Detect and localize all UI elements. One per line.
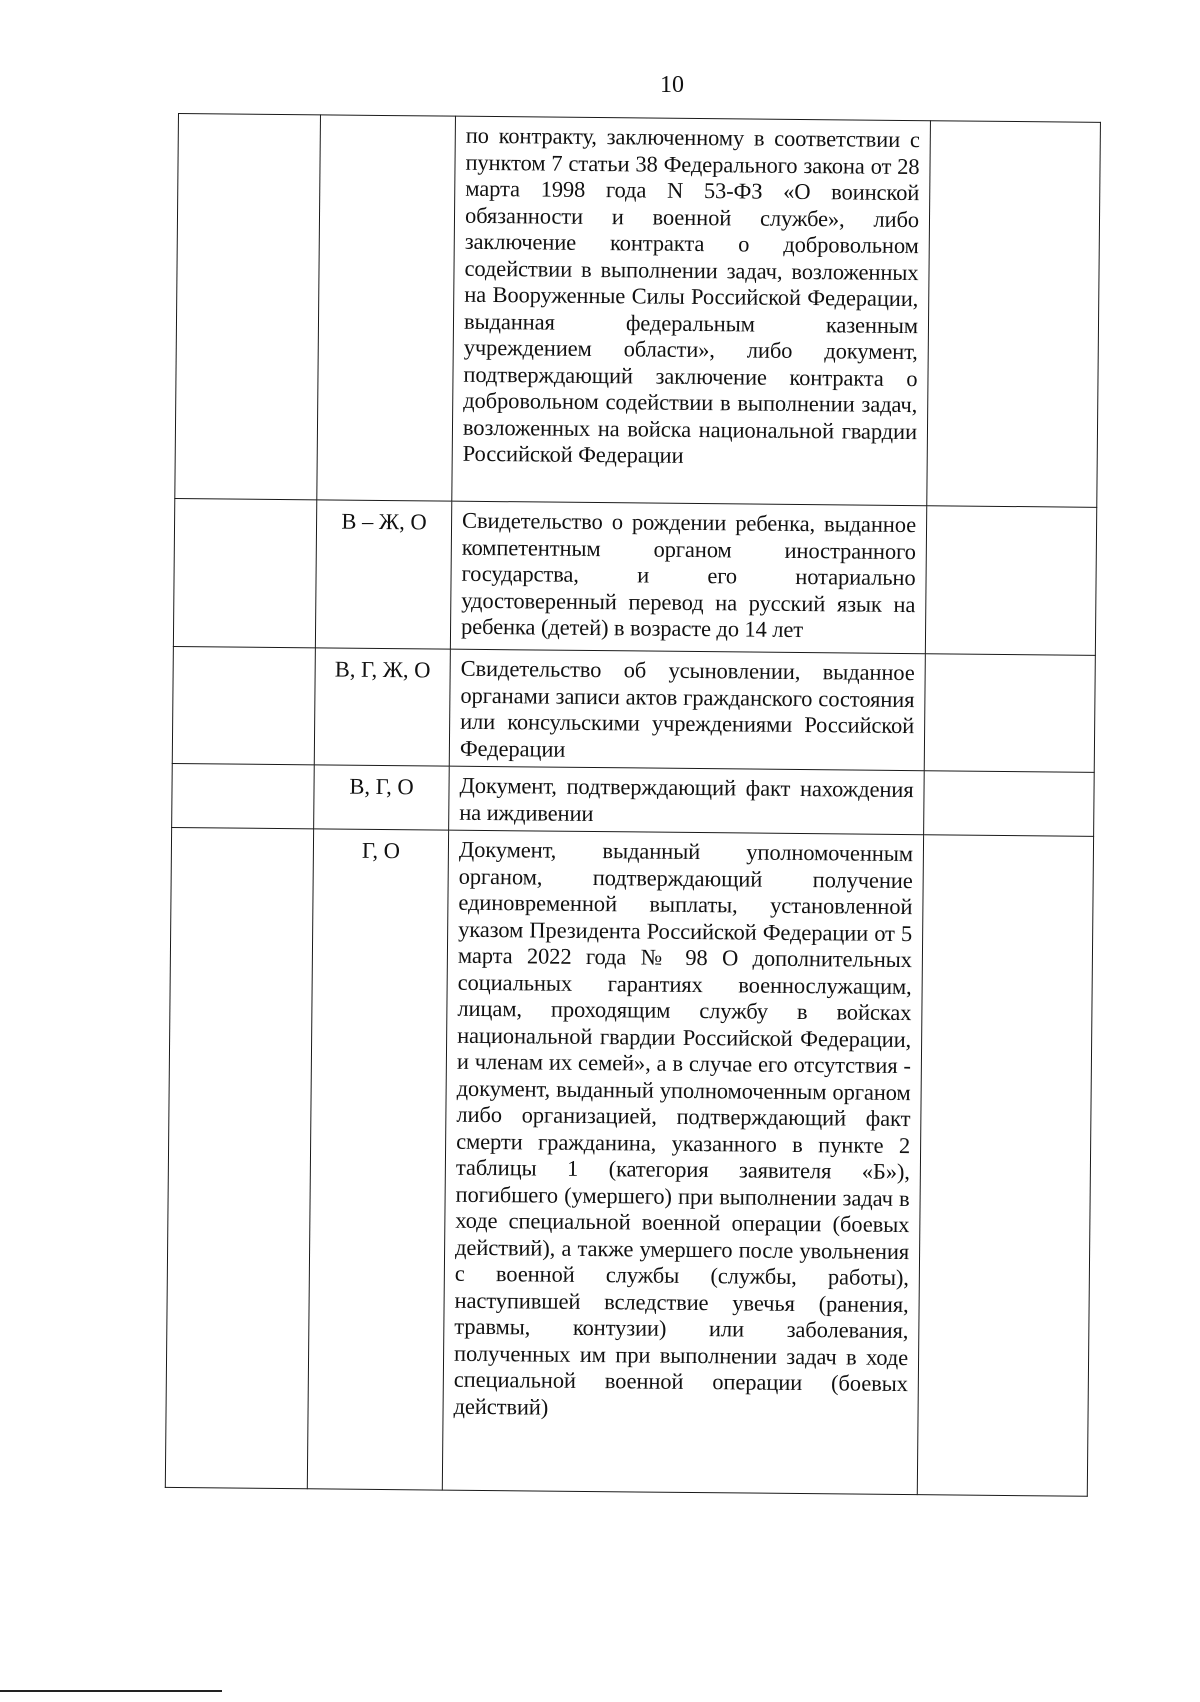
table-cell-empty: [924, 771, 1095, 837]
document-description-cell: по контракту, заключенному в соответствии с пунктом 7 статьи 38 Федерального закона от 28 марта 1998 года N 53-ФЗ «О воинской обязанности и военной службе», либо заключение контракта о добровольном содействии в выполнении задач, возложенных на Вооруженные Силы Российской Федерации, выданная федеральным казенным учреждением области», либо документ, подтверждающий заключение контракта о добровольном содействии в выполнении задач, возложенных на войска национальной гвардии Российской Федерации: [452, 116, 931, 506]
table-cell-empty: [925, 506, 1096, 656]
table-cell-empty: [165, 827, 313, 1488]
applicant-category-cell: [317, 115, 456, 501]
table-row: [172, 646, 1095, 772]
table-row: [165, 827, 1093, 1496]
document-description-cell: Свидетельство об усыновлении, выданное органами записи актов гражданского состояния или консульскими учреждениями Российской Федерации: [449, 649, 925, 771]
documents-table: [165, 113, 1101, 1497]
applicant-category-cell: В, Г, Ж, О: [314, 648, 450, 766]
applicant-category-cell: В, Г, О: [314, 765, 450, 830]
table-cell-empty: [172, 763, 315, 828]
table-row: [175, 114, 1101, 508]
table-cell-empty: [924, 654, 1095, 773]
applicant-category-cell: В – Ж, О: [315, 500, 451, 649]
table-row: [173, 498, 1096, 655]
page-number: 10: [660, 72, 684, 98]
table-cell-empty: [927, 121, 1101, 508]
table-row: [172, 763, 1095, 836]
scan-edge-line: [0, 1690, 222, 1692]
table-cell-empty: [917, 835, 1093, 1497]
applicant-category-cell: Г, О: [307, 829, 448, 1490]
table-cell-empty: [172, 646, 315, 764]
document-description-cell: Свидетельство о рождении ребенка, выданное компетентным органом иностранного государства, и его нотариально удостоверенный перевод на русский язык на ребенка (детей) в возрасте до 14 лет: [450, 501, 926, 654]
documents-table-container: [165, 113, 1100, 1497]
table-cell-empty: [175, 114, 321, 500]
table-cell-empty: [173, 498, 316, 647]
document-description-cell: Документ, выданный уполномоченным органом, подтверждающий получение единовременной выплаты, установленной указом Президента Российской Федерации от 5 марта 2022 года № 98 О дополнительных социальных гарантиях военнослужащим, лицам, проходящим службу в войсках национальной гвардии Российской Федерации, и членам их семей», а в случае его отсутствия - документ, выданный уполномоченным органом либо организацией, подтверждающий факт смерти гражданина, указанного в пункте 2 таблицы 1 (категория заявителя «Б»), погибшего (умершего) при выполнении задач в ходе специальной военной операции (боевых действий), а также умершего после увольнения с военной службы (службы, работы), наступившей вследствие увечья (ранения, травмы, контузии) или заболевания, полученных им при выполнении задач в ходе специальной военной операции (боевых действий): [442, 830, 923, 1495]
document-description-cell: Документ, подтверждающий факт нахождения на иждивении: [449, 766, 925, 835]
